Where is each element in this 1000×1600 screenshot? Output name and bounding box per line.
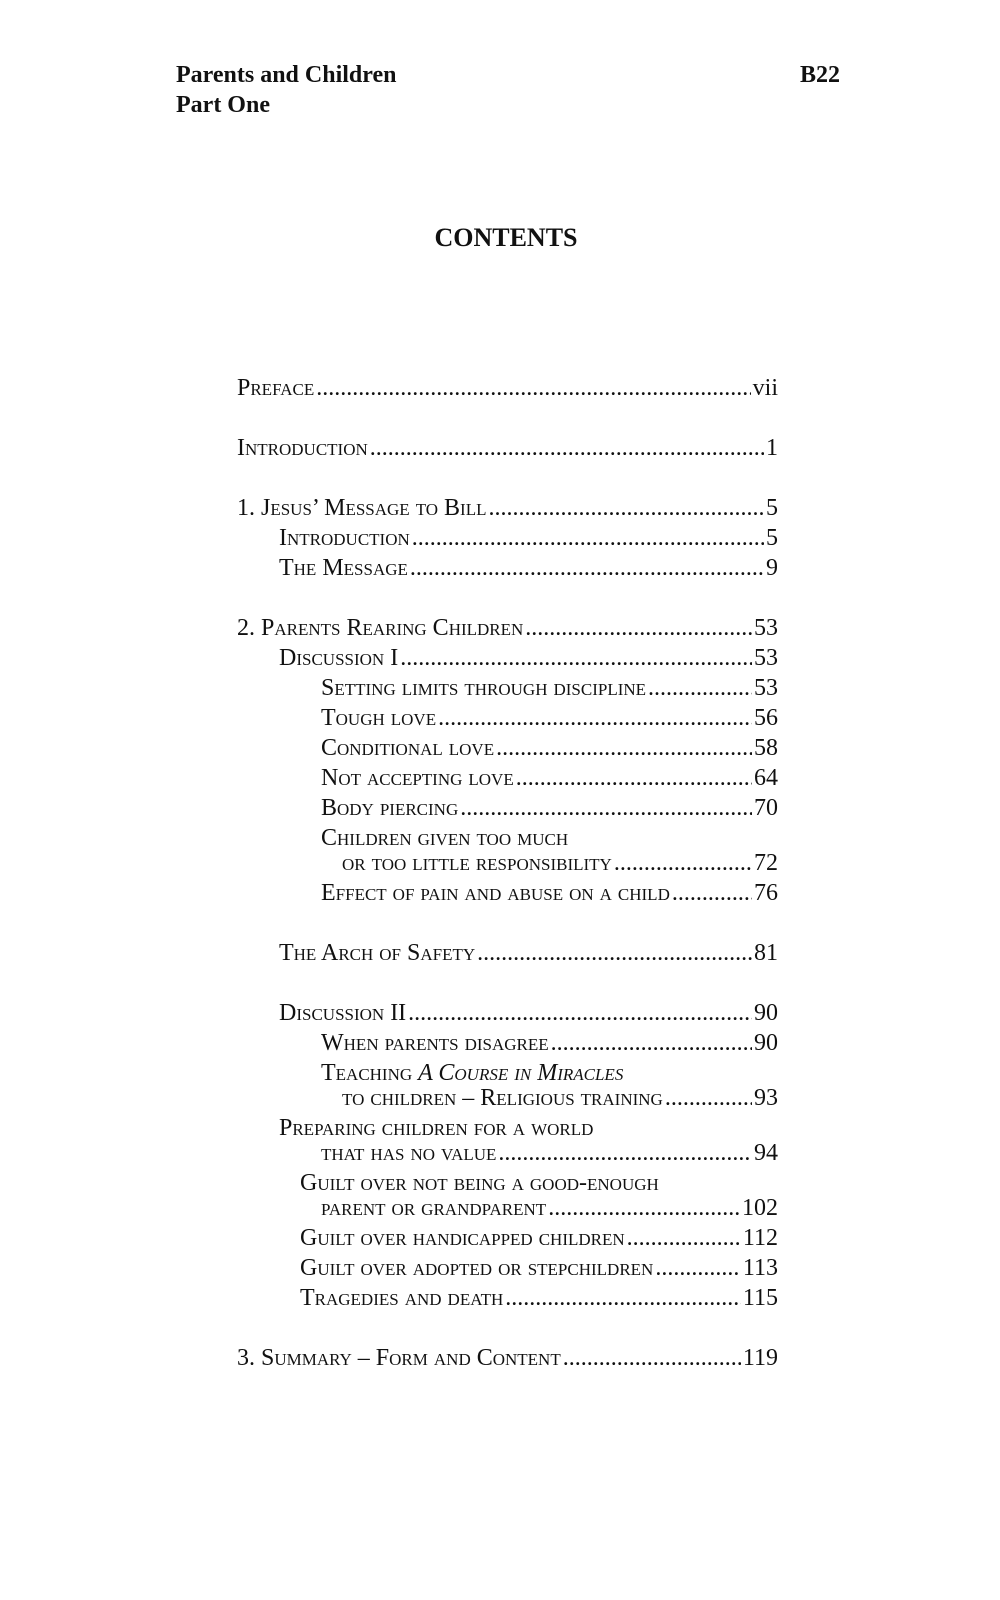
toc-entry-tough-love[interactable]: Tough love ..... 56 (321, 703, 778, 733)
dot-leader (505, 1283, 741, 1313)
toc-entry-teaching-line2[interactable]: to children – Religious training ..... 93 (342, 1083, 778, 1113)
dot-leader (410, 553, 764, 583)
toc-entry-the-message[interactable]: The Message ..... 9 (279, 553, 778, 583)
page-number: 81 (754, 940, 778, 966)
page-number: 5 (766, 525, 778, 551)
dot-leader (665, 1083, 752, 1113)
dot-leader (516, 763, 752, 793)
dot-leader (477, 938, 752, 968)
page-number: 53 (754, 645, 778, 671)
page-number: 1 (766, 435, 778, 461)
toc-entry-chapter-3[interactable]: 3. Summary – Form and Content ..... 119 (237, 1343, 778, 1373)
toc-entry-effect-of-pain[interactable]: Effect of pain and abuse on a child ..... 76 (321, 878, 778, 908)
page-number: 93 (754, 1085, 778, 1111)
toc-entry-chapter-2[interactable]: 2. Parents Rearing Children ..... 53 (237, 613, 778, 643)
toc-entry-ch1-introduction[interactable]: Introduction ..... 5 (279, 523, 778, 553)
dot-leader (316, 373, 750, 403)
page-number: 76 (754, 880, 778, 906)
toc-entry-setting-limits[interactable]: Setting limits through discipline ..... 53 (321, 673, 778, 703)
page-number: 58 (754, 735, 778, 761)
page-number: 70 (754, 795, 778, 821)
page-title: CONTENTS (434, 223, 578, 252)
book-title-italic: A Course in Miracles (418, 1060, 624, 1086)
toc-entry-guilt-handicapped[interactable]: Guilt over handicapped children ..... 112 (300, 1223, 778, 1253)
page-number: 72 (754, 850, 778, 876)
dot-leader (496, 733, 752, 763)
toc-entry-preparing-line2[interactable]: that has no value ..... 94 (321, 1138, 778, 1168)
dot-leader (655, 1253, 741, 1283)
dot-leader (400, 643, 752, 673)
toc-entry-body-piercing[interactable]: Body piercing ..... 70 (321, 793, 778, 823)
toc-entry-parents-disagree[interactable]: When parents disagree ..... 90 (321, 1028, 778, 1058)
dot-leader (525, 613, 752, 643)
page-number: 113 (742, 1255, 778, 1281)
toc-entry-discussion-1[interactable]: Discussion I ..... 53 (279, 643, 778, 673)
toc-entry-guilt-good-line2[interactable]: parent or grandparent ..... 102 (321, 1193, 778, 1223)
page-number: 102 (742, 1195, 778, 1221)
page-number: 90 (754, 1000, 778, 1026)
toc-entry-teaching-line1[interactable]: Teaching A Course in Miracles (321, 1060, 624, 1086)
toc-entry-not-accepting-love[interactable]: Not accepting love ..... 64 (321, 763, 778, 793)
running-header (176, 60, 397, 120)
toc-entry-discussion-2[interactable]: Discussion II ..... 90 (279, 998, 778, 1028)
dot-leader (460, 793, 752, 823)
dot-leader (408, 998, 752, 1028)
dot-leader (488, 493, 764, 523)
toc-entry-guilt-good-line1[interactable]: Guilt over not being a good-enough (300, 1170, 659, 1196)
page-number: 53 (754, 675, 778, 701)
page-number: 53 (754, 615, 778, 641)
page-number: 115 (742, 1285, 778, 1311)
page-number: 112 (742, 1225, 778, 1251)
dot-leader (370, 433, 764, 463)
page-number: 56 (754, 705, 778, 731)
page-number: 9 (766, 555, 778, 581)
page-number: 64 (754, 765, 778, 791)
dot-leader (614, 848, 752, 878)
dot-leader (551, 1028, 752, 1058)
dot-leader (563, 1343, 741, 1373)
toc-entry-arch-of-safety[interactable]: The Arch of Safety ..... 81 (279, 938, 778, 968)
dot-leader (498, 1138, 752, 1168)
toc-entry-preparing-line1[interactable]: Preparing children for a world (279, 1115, 594, 1141)
toc-entry-introduction[interactable]: Introduction ..... 1 (237, 433, 778, 463)
page-number: 90 (754, 1030, 778, 1056)
dot-leader (548, 1193, 740, 1223)
toc-entry-children-responsibility-line1[interactable]: Children given too much (321, 825, 569, 851)
dot-leader (627, 1223, 741, 1253)
page-number: 5 (766, 495, 778, 521)
toc-entry-children-responsibility-line2[interactable]: or too little responsibility ..... 72 (342, 848, 778, 878)
page-number: vii (752, 375, 778, 401)
dot-leader (672, 878, 752, 908)
toc-entry-conditional-love[interactable]: Conditional love ..... 58 (321, 733, 778, 763)
page-number: 94 (754, 1140, 778, 1166)
dot-leader (438, 703, 752, 733)
book-title: Parents and Children (176, 62, 397, 88)
toc-entry-chapter-1[interactable]: 1. Jesus’ Message to Bill ..... 5 (237, 493, 778, 523)
toc-entry-preface[interactable]: Preface ..... vii (237, 373, 778, 403)
toc-entry-guilt-adopted[interactable]: Guilt over adopted or stepchildren ..... 113 (300, 1253, 778, 1283)
book-code: B22 (799, 62, 840, 88)
book-part: Part One (176, 92, 270, 118)
page-number: 119 (742, 1345, 778, 1371)
dot-leader (412, 523, 764, 553)
dot-leader (648, 673, 752, 703)
toc-entry-tragedies[interactable]: Tragedies and death ..... 115 (300, 1283, 778, 1313)
